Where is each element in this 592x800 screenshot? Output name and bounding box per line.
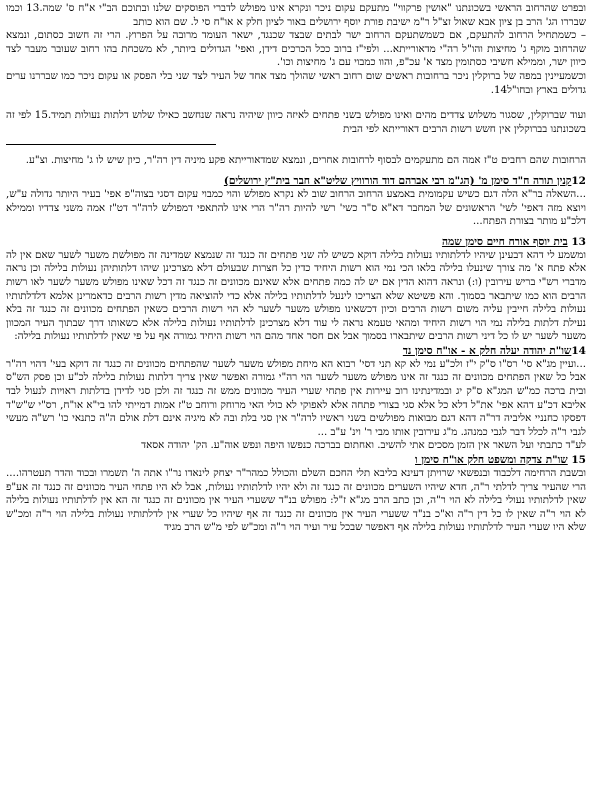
- footnote-15-number: 15: [571, 454, 586, 467]
- footnote-15-title: שו"ת צדקה ומשפט חלק או"ח סימן ו: [415, 454, 568, 467]
- footnote-13-text: ומשמע לי דהא דבעינן שיהיו לדלתותיו נעולות בלילה דוקא כשיש לה שני פתחים זה כנגד זה שנמצא שמדינה זה מפולשת משער לשער שאם אין לה אלא פתח א' מה צורך שינעלו בלילה בלאו הכי נמי הוא רשות היחיד כדין כל חצרות שבעולם דלא מצרכינן שיהו דלתותיהן נעולות בלילה וכן נראה מדברי רש"י בריש עירובין (ו:) ונראה דהוא הדין אם יש לה כמה פתחים אלא שאינם מכוונים זה כנגד זה דכל שאינו מפולש משער לשער לאו רשות הרבים הוא כמו שיתבאר בסמוך. והא פשיטא שלא הצריכו לינעל לדלתותיו בלילה אלא כדי להוציאה מדין רשות הרבים כדאמרינן אלמא דלדלתותיו נעולות בלילה חייבין עליה משום רשות הרבים וכיון דכשאינו מפולש משער לשער לא הוי רשות הרבים כשאין הפתחים מכוונים זה כנגד זה בלא נעילת דלתות בלילה נמי הוי רשות היחיד ומהאי טעמא נראה לי עוד דלא מצרכינן לדלתותיו נעולות בלילה אלא כשאותו דרך שבתוך העיר המכוון משער לשער יש לו כל דיני רשות הרבים שיתבארו בסמוך אבל אם חסר אחד מהם הוי רשות היחיד גמורה אף על פי שאין לדלתותיו נעולות בלילה:: [6, 248, 586, 343]
- footnote-12-text: ...השאלה בר"א הלה דגם כשיש עקמומית באמצע הרחוב הרחוב שוב לא נקרא מפולש והוי כמבוי עקום דסגי בצוה"פ אפי' בעיר היותר גדולה ע"ש, ויוצא מזה דאפי' לשי' הראשונים של המחבר דא"א ס"ר כשי' רשי להיות רה"ר הרי אינו להתאפי דמפולש לרה"ר דט"ז אמה משני צדדיו וממילא דלכ"ע מותר בצורת הפתח...: [6, 187, 587, 228]
- footnote-15-heading: [6, 453, 586, 467]
- footnote-12-number: 12: [571, 174, 586, 187]
- body-paragraph-4: ועוד שברוקלין, שסגור משלוש צדדים מהים ואינו מפולש בשני פתחים לאיזה כיוון שיהיה נראה שנחשב כאילו שלוש דלתות נעולות תמיד.15 לפי זה בשכונתנו בברוקלין אין חשש רשות הרבים דאורייתא לפי הבית: [6, 109, 586, 135]
- footnote-14-number: 14: [571, 344, 586, 357]
- footnote-divider: [6, 144, 216, 145]
- body-paragraph-1: ובפרט שהרחוב הראשי בשכונתנו "אושין פרקווי" מתעקם עקום ניכר ונקרא אינו מפולש לדברי הפוסקים שלנו ובתוכם הב"י א"ח ס' שמה.13 וכמו שבררו הג' הרב בן ציון אבא שאול זצ"ל ר"מ ישיבת פורת יוסף ירושלים באור לציון חלק א או"ח סי ל. שם הוא כותב: [6, 2, 586, 28]
- body-paragraph-2: – כשמתחיל הרחוב להתעקם, אם כשמשתעקם הרחוב ישר לבתים שבצד שכנגד, ישאר העומד מרובה על הפרוץ. הרי זה חשוב כסתום, ונמצא שהרחוב מוקף ג' מחיצות והו"ל רה"י מדאורייתא... ולפי"ז ברוב ככל הכרכים דידן, ואפי' הגדולים ביותר, לא משכחת בהו רחוב שעובר מעבר לצד כיוון ישר, וממילא חשיבי כסתומין מצד א' עכ"פ, והוו כמבוי עם ג' מחיצות וכו'.: [6, 29, 586, 69]
- footnote-intro: הרחובות שהם רחבים ט"ז אמה הם מתעקמים לבסוף לרחובות אחרים, ונמצא שמדאורייתא פקע מיניה דין רה"ר, כיון שיש לו ג' מחיצות. וצ"ע.: [25, 154, 586, 167]
- footnote-13-title: בית יוסף אורח חיים סימן שמה: [441, 235, 568, 248]
- spacer: [6, 97, 586, 109]
- footnote-14-heading: [6, 344, 586, 358]
- footnote-13-number: 13: [571, 235, 586, 248]
- footnote-14-signature: לע"ד כתבתי ועל השאר אין הזמן מסכים אתי להשיב. ואחתום בברכה כנפשו היפה ונפש אוה"ע. הק' יהודה אסאד: [141, 439, 586, 452]
- footnote-12-title: קנין תורה ח"ד סימן מ' (הג"מ רבי אברהם דוד הורוויץ שליט"א חבר בית"ץ ירושלים): [223, 174, 572, 187]
- footnote-12-heading: [6, 174, 586, 188]
- footnote-15-text: ובשבת הרחימה דלכבוד ובנפשאי שרויתן דעינא בליבא תלי החכם השלם והכולל כמהר"ר יצחק לינאדו נר"ו אתה ה' תשמרו ובכוד והדר תעטרהו.... הרי שהעיר צריך לדלתי ר"ה, חדא שיהיו השערים מכוונים זה כנגד זה ולא יהיו לדלתותיו נעולות, אבל לא היו פתחי העיר מכוונים זה כנגד זה אע"פ שאין לדלתותיו נעולי בלילה לא הוי ר"ה, וכן כתב הרב מג"א ז"ל: מפולש בנ"ד ששערי העיר אין מכוונים זה כנגד זה הא אין לדלתותיו נעולות בלילה לא הוי ר"ה שאין לו כל דין ר"ה וא"כ בנ"ד ששערי העיר אין מכוונים זה כנגד זה אף שיהיו כל שערי אין לדלתותיו נעולות בלילה הוי ר"ה ומכ"ש שלא היו שערי העיר לדלתותיו נעולות בלילה אף דאפשר שבכל עיר ועיר הוי ר"ה ומכ"ש לפי מ"ש הרב מגיד: [6, 467, 586, 534]
- body-paragraph-3: וכשמעיינין במפה של ברוקלין ניכר ברחובות ראשים שום רחוב ראשי שהולך מצד אחד של העיר לצד שני בלי הפסק או עקום ניכר כמו שבררנו ערים גדולים בארץ ובחו"ל14.: [6, 69, 586, 96]
- footnote-14-text: ...ועיין מג"א סי' רס"ו ס"ק י"ז ולכ"ע נמי לא קא תני דסי' רבוא הא מיחת מפולש משער לשער שהפתחים מכוונים זה כנגד זה דוקא בעי' דהוי רה"ר אבל כל שאין הפתחים מכוונים זה כנגד זה אינו מפולש משער לשער הוי רה"י גמורה ואפשר שאין צריך דלתות נעולות בלילה לכ"ע וכן פסק הש"ס ובית ברכה כמ"ש המג"א ס"ק יג ובמדינתינו רוב עיירות אין פתחי שערי העיר מכוונים ממש זה כנגד זה ולכן סגי לדידן בדלתות ראויות לנעול לבד אליבא דכ"ע דהא אפי' את"ל דלא כל אלא סגי בצורי פתחה אלא לאפוקי לא כולי האי מרוחק ורוחב ט"ז אמות דמייתי להו בי"א או"ח, רס"י ש"ש"ד דפסקו כחנניי אליביה דר"ה דהא דגם מבואות מפולשים בשני ראשיו לרה"ר אין סגי בלת ובה לא מיגיה אינם דלת אולם ה"ה כתנאי כו' רש"ה מעשי לגבי ר"ה לכלל דבר לגבי כמנהג. מ"ג עירובין אותו מבי ר' וינ' ע"ב ...: [6, 357, 586, 438]
- footnote-14-title: שו"ת יהודה יעלה חלק א - או"ח סימן נד: [402, 344, 572, 357]
- footnote-13-heading: [6, 235, 586, 249]
